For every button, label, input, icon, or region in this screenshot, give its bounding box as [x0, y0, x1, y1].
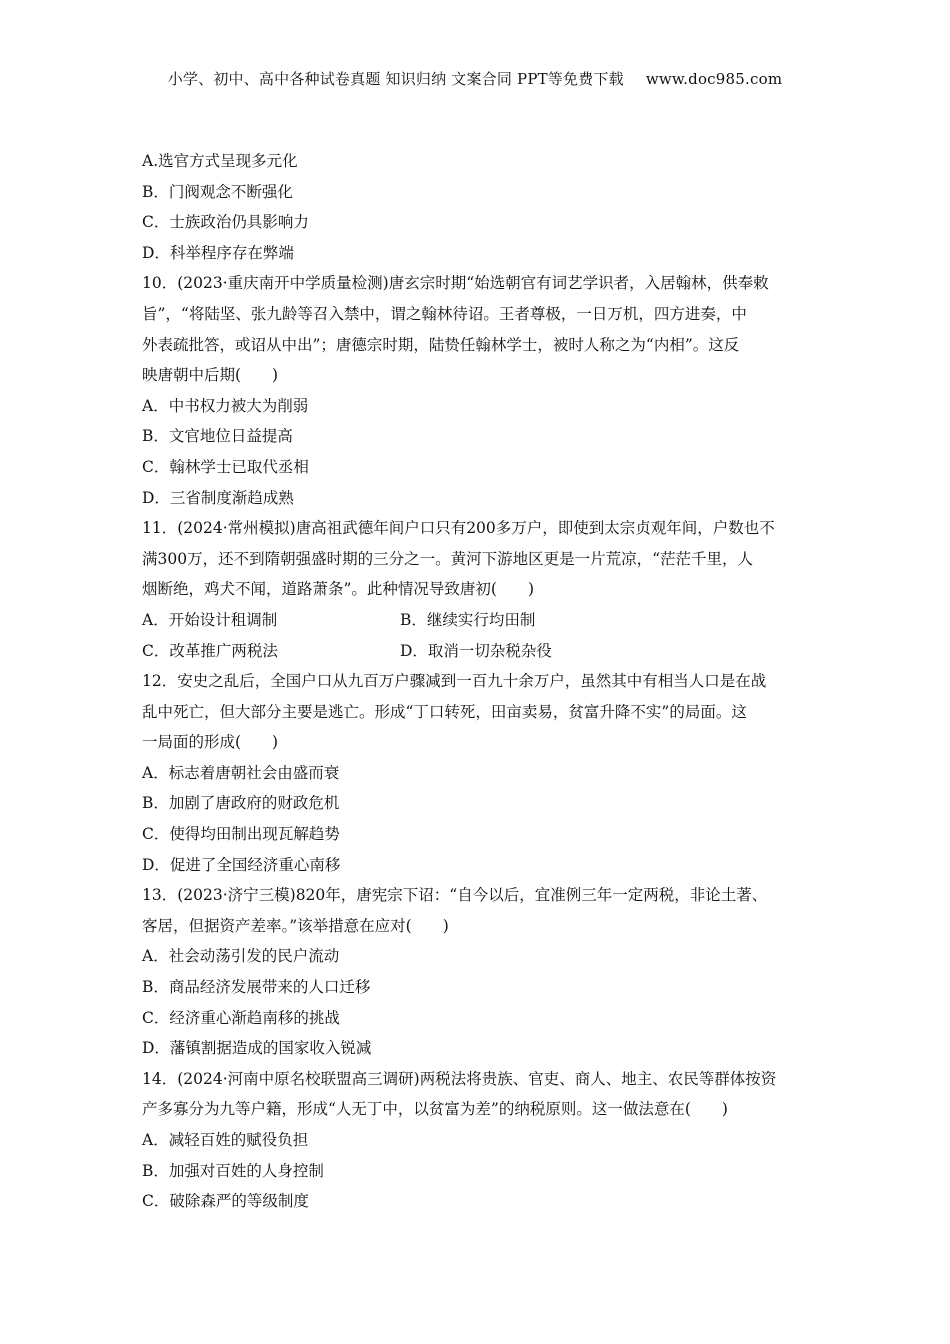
- option-line: D．三省制度渐趋成熟: [142, 488, 294, 507]
- question-13-line: 客居，但据资产差率。”该举措意在应对( ): [142, 916, 449, 935]
- question-10-line: 映唐朝中后期( ): [142, 366, 279, 385]
- question-14-line: 14．(2024·河南中原名校联盟高三调研)两税法将贵族、官吏、商人、地主、农民等群体按资: [142, 1069, 777, 1088]
- option-line: B．文官地位日益提高: [142, 427, 293, 446]
- option-line: C．经济重心渐趋南移的挑战: [142, 1008, 340, 1027]
- question-10-line: 10．(2023·重庆南开中学质量检测)唐玄宗时期“始选朝官有词艺学识者，入居翰林，供奉敕: [142, 274, 769, 293]
- option-line: D．促进了全国经济重心南移: [142, 855, 341, 874]
- option-a: A．开始设计租调制: [142, 610, 278, 629]
- option-line: C．使得均田制出现瓦解趋势: [142, 825, 340, 844]
- option-line: B．加剧了唐政府的财政危机: [142, 794, 340, 813]
- header-site-url: www.doc985.com: [645, 70, 783, 88]
- option-line: A．标志着唐朝社会由盛而衰: [142, 763, 340, 782]
- header-text: 小学、初中、高中各种试卷真题 知识归纳 文案合同 PPT等免费下载: [167, 70, 624, 88]
- question-11-line: 11．(2024·常州模拟)唐高祖武德年间户口只有200多万户，即使到太宗贞观年间，户数也不: [142, 519, 775, 538]
- option-line: B．商品经济发展带来的人口迁移: [142, 978, 371, 997]
- option-line: C．翰林学士已取代丞相: [142, 457, 309, 476]
- option-b: B．继续实行均田制: [400, 610, 536, 629]
- option-line: D．藩镇割据造成的国家收入锐减: [142, 1039, 372, 1058]
- option-line: A．社会动荡引发的民户流动: [142, 947, 340, 966]
- question-10-line: 旨”，“将陆坚、张九龄等召入禁中，谓之翰林待诏。王者尊极，一日万机，四方进奏，中: [142, 304, 747, 323]
- question-11-line: 烟断绝，鸡犬不闻，道路萧条”。此种情况导致唐初( ): [142, 580, 535, 599]
- option-row: [142, 636, 810, 667]
- option-line: C．士族政治仍具影响力: [142, 213, 309, 232]
- question-13-line: 13．(2023·济宁三模)820年，唐宪宗下诏：“自今以后，宜准例三年一定两税，非论土著、: [142, 886, 768, 905]
- question-14-line: 产多寡分为九等户籍，形成“人无丁中，以贫富为差”的纳税原则。这一做法意在( ): [142, 1100, 728, 1119]
- option-line: A．减轻百姓的赋役负担: [142, 1131, 309, 1149]
- option-line: A.选官方式呈现多元化: [142, 152, 298, 170]
- question-12-line: 12．安史之乱后，全国户口从九百万户骤减到一百九十余万户，虽然其中有相当人口是在战: [142, 672, 767, 691]
- option-row: [142, 605, 810, 636]
- option-line: B．加强对百姓的人身控制: [142, 1161, 324, 1180]
- question-12-line: 一局面的形成( ): [142, 733, 279, 752]
- option-c: C．改革推广两税法: [142, 641, 278, 660]
- question-11-line: 满300万，还不到隋朝强盛时期的三分之一。黄河下游地区更是一片荒凉，“茫茫千里，人: [142, 549, 754, 568]
- question-12-line: 乱中死亡，但大部分主要是逃亡。形成“丁口转死，田亩卖易，贫富升降不实”的局面。这: [142, 702, 747, 721]
- option-line: B．门阀观念不断强化: [142, 182, 293, 201]
- option-line: C．破除森严的等级制度: [142, 1192, 309, 1211]
- page-header: [0, 68, 950, 89]
- document-body: [142, 146, 810, 1217]
- option-d: D．取消一切杂税杂役: [400, 641, 552, 660]
- question-10-line: 外表疏批答，或诏从中出”；唐德宗时期，陆贽任翰林学士，被时人称之为“内相”。这反: [142, 335, 740, 354]
- option-line: A．中书权力被大为削弱: [142, 396, 309, 415]
- option-line: D．科举程序存在弊端: [142, 243, 294, 262]
